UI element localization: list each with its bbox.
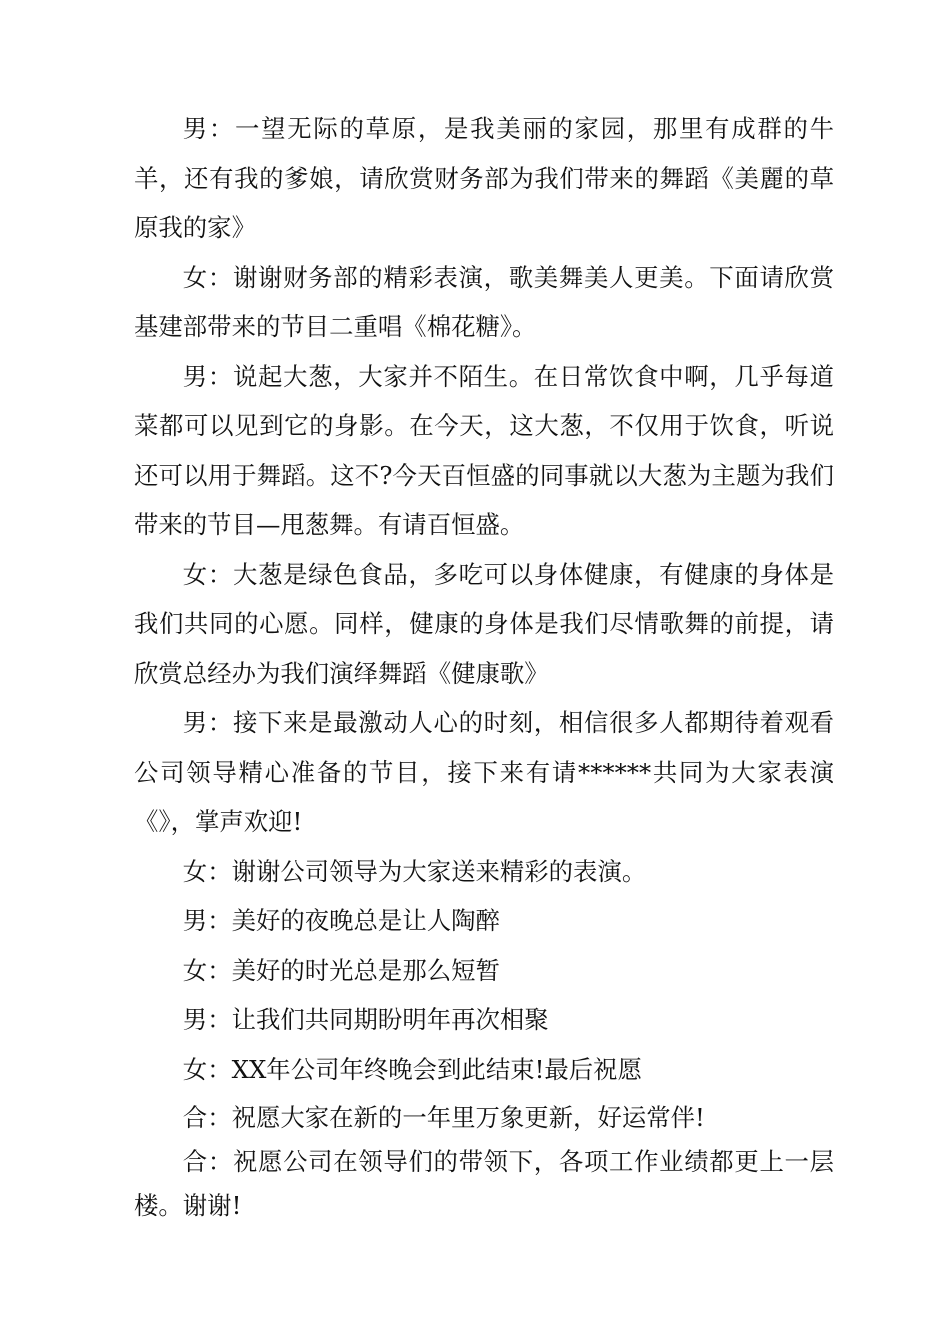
- paragraph-8: 女：美好的时光总是那么短暂: [182, 955, 500, 985]
- paragraph-12: 合：祝愿公司在领导们的带领下，各项工作业绩都更上一层楼。谢谢!: [134, 1147, 834, 1220]
- paragraph-2: 女：谢谢财务部的精彩表演，歌美舞美人更美。下面请欣赏基建部带来的节目二重唱《棉花糖》。: [134, 262, 834, 341]
- paragraph-4: 女：大葱是绿色食品，多吃可以身体健康，有健康的身体是我们共同的心愿。同样，健康的身体是我们尽情歌舞的前提，请欣赏总经办为我们演绎舞蹈《健康歌》: [134, 559, 834, 688]
- paragraph-1: 男：一望无际的草原，是我美丽的家园，那里有成群的牛羊，还有我的爹娘，请欣赏财务部为我们带来的舞蹈《美麗的草原我的家》: [134, 114, 834, 242]
- script-body: [134, 104, 834, 1228]
- paragraph-10: 女：XX年公司年终晚会到此结束!最后祝愿: [182, 1054, 642, 1084]
- paragraph-3: 男：说起大葱，大家并不陌生。在日常饮食中啊，几乎每道菜都可以见到它的身影。在今天，这大葱，不仅用于饮食，听说还可以用于舞蹈。这不?今天百恒盛的同事就以大葱为主题为我们带来的节目—甩葱舞。有请百恒盛。: [134, 361, 834, 539]
- paragraph-6: 女：谢谢公司领导为大家送来精彩的表演。: [182, 856, 647, 886]
- paragraph-7: 男：美好的夜晚总是让人陶醉: [182, 906, 500, 935]
- paragraph-9: 男：让我们共同期盼明年再次相聚: [182, 1005, 549, 1034]
- paragraph-5: 男：接下来是最激动人心的时刻，相信很多人都期待着观看公司领导精心准备的节目，接下来有请******共同为大家表演《》，掌声欢迎!: [134, 708, 834, 836]
- paragraph-11: 合：祝愿大家在新的一年里万象更新，好运常伴!: [182, 1103, 705, 1132]
